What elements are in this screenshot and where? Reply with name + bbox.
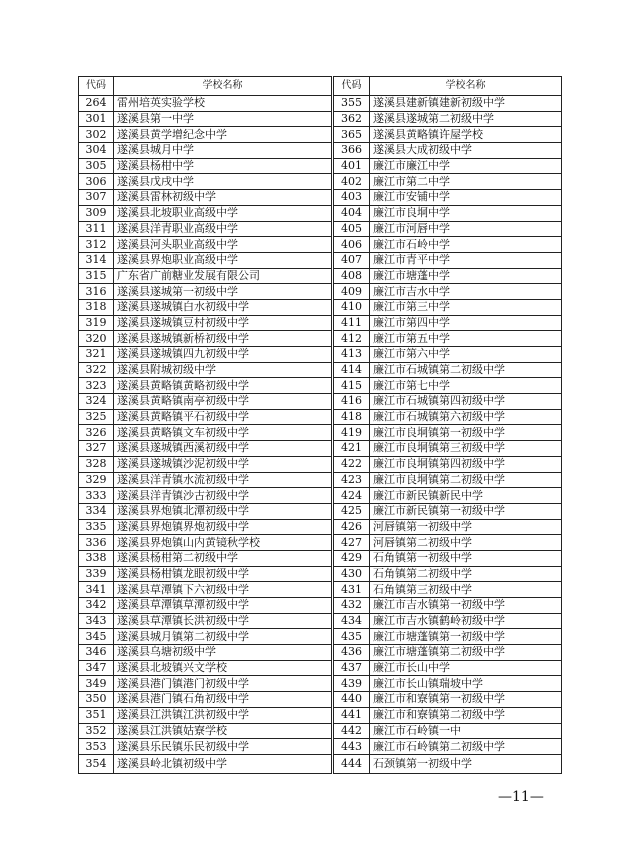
left-name-cell: 遂溪县北坡职业高级中学 xyxy=(114,205,332,221)
right-name-cell: 廉江市和寮镇第二初级中学 xyxy=(370,707,562,723)
right-name-cell: 廉江市良垌镇第三初级中学 xyxy=(370,441,562,457)
right-name-cell: 廉江市第四中学 xyxy=(370,315,562,331)
right-code-cell: 426 xyxy=(334,519,370,535)
table-row xyxy=(79,378,562,394)
left-name-cell: 遂溪县江洪镇江洪初级中学 xyxy=(114,707,332,723)
right-code-cell: 409 xyxy=(334,284,370,300)
right-name-cell: 廉江市第五中学 xyxy=(370,331,562,347)
right-name-cell: 廉江市新民镇新民中学 xyxy=(370,488,562,504)
right-code-cell: 362 xyxy=(334,111,370,127)
right-name-cell: 遂溪县大成初级中学 xyxy=(370,143,562,159)
right-code-cell: 423 xyxy=(334,472,370,488)
left-code-cell: 334 xyxy=(79,503,114,519)
left-name-cell: 遂溪县黄略镇南亭初级中学 xyxy=(114,394,332,410)
left-name-cell: 遂溪县岭北镇初级中学 xyxy=(114,754,332,773)
table-body xyxy=(79,96,562,774)
left-name-cell: 遂溪县洋青镇水流初级中学 xyxy=(114,472,332,488)
right-name-cell: 廉江市塘蓬中学 xyxy=(370,268,562,284)
left-name-cell: 遂溪县港门镇港门初级中学 xyxy=(114,676,332,692)
table-row xyxy=(79,723,562,739)
left-code-cell: 307 xyxy=(79,190,114,206)
right-code-cell: 415 xyxy=(334,378,370,394)
left-code-cell: 338 xyxy=(79,550,114,566)
right-code-cell: 422 xyxy=(334,456,370,472)
left-name-cell: 遂溪县杨柑中学 xyxy=(114,158,332,174)
left-code-cell: 345 xyxy=(79,629,114,645)
left-code-cell: 309 xyxy=(79,205,114,221)
left-code-cell: 351 xyxy=(79,707,114,723)
left-name-cell: 遂溪县河头职业高级中学 xyxy=(114,237,332,253)
right-code-cell: 436 xyxy=(334,645,370,661)
right-code-cell: 414 xyxy=(334,362,370,378)
table-row xyxy=(79,96,562,112)
right-name-cell: 河唇镇第一初级中学 xyxy=(370,519,562,535)
left-code-cell: 316 xyxy=(79,284,114,300)
right-name-cell: 廉江市石城镇第四初级中学 xyxy=(370,394,562,410)
left-code-cell: 301 xyxy=(79,111,114,127)
right-code-cell: 434 xyxy=(334,613,370,629)
page-number: —11— xyxy=(498,789,544,805)
left-name-cell: 遂溪县遂城镇新桥初级中学 xyxy=(114,331,332,347)
left-name-cell: 遂溪县草潭镇长洪初级中学 xyxy=(114,613,332,629)
right-name-cell: 廉江市吉水中学 xyxy=(370,284,562,300)
table-row xyxy=(79,221,562,237)
left-name-cell: 遂溪县界炮镇界炮初级中学 xyxy=(114,519,332,535)
right-name-cell: 廉江市塘蓬镇第一初级中学 xyxy=(370,629,562,645)
left-code-cell: 326 xyxy=(79,425,114,441)
right-code-cell: 365 xyxy=(334,127,370,143)
left-name-cell: 遂溪县雷林初级中学 xyxy=(114,190,332,206)
left-name-cell: 遂溪县城月镇第二初级中学 xyxy=(114,629,332,645)
table-row xyxy=(79,550,562,566)
table-row xyxy=(79,503,562,519)
table-row xyxy=(79,488,562,504)
right-name-cell: 廉江市青平中学 xyxy=(370,252,562,268)
left-code-cell: 341 xyxy=(79,582,114,598)
left-code-cell: 346 xyxy=(79,645,114,661)
right-code-cell: 408 xyxy=(334,268,370,284)
right-name-header: 学校名称 xyxy=(370,77,562,96)
right-name-cell: 廉江市第六中学 xyxy=(370,347,562,363)
left-name-cell: 遂溪县杨柑镇龙眼初级中学 xyxy=(114,566,332,582)
left-name-cell: 雷州培英实验学校 xyxy=(114,96,332,112)
right-name-cell: 石角镇第三初级中学 xyxy=(370,582,562,598)
right-name-cell: 廉江市第七中学 xyxy=(370,378,562,394)
right-code-cell: 402 xyxy=(334,174,370,190)
right-code-cell: 401 xyxy=(334,158,370,174)
right-name-cell: 廉江市塘蓬镇第二初级中学 xyxy=(370,645,562,661)
right-name-cell: 廉江市长山镇瑞坡中学 xyxy=(370,676,562,692)
table-row xyxy=(79,190,562,206)
table-row xyxy=(79,472,562,488)
left-name-cell: 遂溪县洋青职业高级中学 xyxy=(114,221,332,237)
left-name-cell: 遂溪县草潭镇下六初级中学 xyxy=(114,582,332,598)
left-name-cell: 遂溪县港门镇石角初级中学 xyxy=(114,692,332,708)
left-code-cell: 343 xyxy=(79,613,114,629)
left-code-cell: 264 xyxy=(79,96,114,112)
left-name-cell: 遂溪县遂城镇白水初级中学 xyxy=(114,299,332,315)
table-row xyxy=(79,268,562,284)
right-name-cell: 廉江市和寮镇第一初级中学 xyxy=(370,692,562,708)
right-name-cell: 廉江市长山中学 xyxy=(370,660,562,676)
left-code-cell: 324 xyxy=(79,394,114,410)
right-code-cell: 440 xyxy=(334,692,370,708)
left-code-cell: 305 xyxy=(79,158,114,174)
table-row xyxy=(79,754,562,773)
left-name-cell: 遂溪县界炮职业高级中学 xyxy=(114,252,332,268)
right-name-cell: 廉江市良垌中学 xyxy=(370,205,562,221)
right-code-cell: 432 xyxy=(334,598,370,614)
table-row xyxy=(79,252,562,268)
table-row xyxy=(79,645,562,661)
left-code-cell: 302 xyxy=(79,127,114,143)
right-name-cell: 廉江市吉水镇第一初级中学 xyxy=(370,598,562,614)
right-code-cell: 355 xyxy=(334,96,370,112)
table-row xyxy=(79,660,562,676)
left-name-cell: 遂溪县遂城镇沙泥初级中学 xyxy=(114,456,332,472)
left-code-cell: 339 xyxy=(79,566,114,582)
left-name-header: 学校名称 xyxy=(114,77,332,96)
table-row xyxy=(79,519,562,535)
table-row xyxy=(79,598,562,614)
left-code-cell: 325 xyxy=(79,409,114,425)
table-row xyxy=(79,535,562,551)
table-row xyxy=(79,205,562,221)
right-code-header: 代码 xyxy=(334,77,370,96)
table-row xyxy=(79,362,562,378)
table-row xyxy=(79,692,562,708)
left-code-cell: 329 xyxy=(79,472,114,488)
left-name-cell: 遂溪县遂城镇四九初级中学 xyxy=(114,347,332,363)
left-name-cell: 遂溪县遂城第一初级中学 xyxy=(114,284,332,300)
right-name-cell: 廉江市良垌镇第二初级中学 xyxy=(370,472,562,488)
left-name-cell: 遂溪县黄略镇黄略初级中学 xyxy=(114,378,332,394)
left-name-cell: 遂溪县黄略镇文车初级中学 xyxy=(114,425,332,441)
right-name-cell: 廉江市良垌镇第四初级中学 xyxy=(370,456,562,472)
right-code-cell: 406 xyxy=(334,237,370,253)
right-code-cell: 407 xyxy=(334,252,370,268)
right-code-cell: 413 xyxy=(334,347,370,363)
right-code-cell: 443 xyxy=(334,739,370,755)
right-code-cell: 424 xyxy=(334,488,370,504)
left-code-cell: 350 xyxy=(79,692,114,708)
right-code-cell: 441 xyxy=(334,707,370,723)
right-code-cell: 425 xyxy=(334,503,370,519)
right-name-cell: 河唇镇第二初级中学 xyxy=(370,535,562,551)
left-name-cell: 遂溪县城月中学 xyxy=(114,143,332,159)
table-row xyxy=(79,347,562,363)
left-name-cell: 遂溪县遂城镇西溪初级中学 xyxy=(114,441,332,457)
right-name-cell: 廉江市石岭镇第二初级中学 xyxy=(370,739,562,755)
right-name-cell: 廉江市石城镇第六初级中学 xyxy=(370,409,562,425)
right-code-cell: 430 xyxy=(334,566,370,582)
school-code-table xyxy=(78,76,562,774)
table-row xyxy=(79,613,562,629)
table-row xyxy=(79,394,562,410)
right-name-cell: 廉江市石岭镇一中 xyxy=(370,723,562,739)
table-row xyxy=(79,111,562,127)
right-name-cell: 廉江市第二中学 xyxy=(370,174,562,190)
left-code-cell: 333 xyxy=(79,488,114,504)
left-code-cell: 319 xyxy=(79,315,114,331)
right-code-cell: 405 xyxy=(334,221,370,237)
right-code-cell: 418 xyxy=(334,409,370,425)
left-name-cell: 遂溪县第一中学 xyxy=(114,111,332,127)
left-name-cell: 遂溪县戊戌中学 xyxy=(114,174,332,190)
left-code-cell: 327 xyxy=(79,441,114,457)
left-name-cell: 遂溪县洋青镇沙古初级中学 xyxy=(114,488,332,504)
table-row xyxy=(79,237,562,253)
left-code-cell: 312 xyxy=(79,237,114,253)
right-name-cell: 廉江市吉水镇鹤岭初级中学 xyxy=(370,613,562,629)
left-code-header: 代码 xyxy=(79,77,114,96)
right-code-cell: 439 xyxy=(334,676,370,692)
right-code-cell: 419 xyxy=(334,425,370,441)
left-name-cell: 遂溪县黄略镇平石初级中学 xyxy=(114,409,332,425)
left-name-cell: 遂溪县黄学增纪念中学 xyxy=(114,127,332,143)
right-name-cell: 遂溪县黄略镇许屋学校 xyxy=(370,127,562,143)
right-code-cell: 404 xyxy=(334,205,370,221)
right-code-cell: 421 xyxy=(334,441,370,457)
right-code-cell: 444 xyxy=(334,754,370,773)
table-row xyxy=(79,739,562,755)
table-row xyxy=(79,441,562,457)
left-name-cell: 遂溪县界炮镇山内黄镜秋学校 xyxy=(114,535,332,551)
table-row xyxy=(79,127,562,143)
table-row xyxy=(79,676,562,692)
table-row xyxy=(79,629,562,645)
table-row xyxy=(79,143,562,159)
table-row xyxy=(79,425,562,441)
right-code-cell: 435 xyxy=(334,629,370,645)
left-code-cell: 314 xyxy=(79,252,114,268)
table-row xyxy=(79,331,562,347)
right-name-cell: 廉江市河唇中学 xyxy=(370,221,562,237)
left-code-cell: 321 xyxy=(79,347,114,363)
right-code-cell: 416 xyxy=(334,394,370,410)
table-row xyxy=(79,158,562,174)
left-code-cell: 320 xyxy=(79,331,114,347)
right-name-cell: 廉江市石岭中学 xyxy=(370,237,562,253)
left-name-cell: 遂溪县乌塘初级中学 xyxy=(114,645,332,661)
right-name-cell: 廉江市廉江中学 xyxy=(370,158,562,174)
right-code-cell: 412 xyxy=(334,331,370,347)
right-code-cell: 431 xyxy=(334,582,370,598)
right-code-cell: 429 xyxy=(334,550,370,566)
table-row xyxy=(79,409,562,425)
table-row xyxy=(79,174,562,190)
left-name-cell: 遂溪县附城初级中学 xyxy=(114,362,332,378)
left-code-cell: 304 xyxy=(79,143,114,159)
left-name-cell: 遂溪县草潭镇草潭初级中学 xyxy=(114,598,332,614)
left-code-cell: 342 xyxy=(79,598,114,614)
right-name-cell: 石角镇第二初级中学 xyxy=(370,566,562,582)
table-row xyxy=(79,315,562,331)
left-code-cell: 352 xyxy=(79,723,114,739)
left-code-cell: 335 xyxy=(79,519,114,535)
right-code-cell: 366 xyxy=(334,143,370,159)
table-row xyxy=(79,284,562,300)
left-code-cell: 306 xyxy=(79,174,114,190)
left-code-cell: 322 xyxy=(79,362,114,378)
table-row xyxy=(79,707,562,723)
right-code-cell: 442 xyxy=(334,723,370,739)
left-code-cell: 318 xyxy=(79,299,114,315)
right-code-cell: 411 xyxy=(334,315,370,331)
left-code-cell: 349 xyxy=(79,676,114,692)
table-row xyxy=(79,582,562,598)
left-code-cell: 354 xyxy=(79,754,114,773)
right-name-cell: 遂溪县建新镇建新初级中学 xyxy=(370,96,562,112)
left-name-cell: 遂溪县界炮镇北潭初级中学 xyxy=(114,503,332,519)
left-code-cell: 336 xyxy=(79,535,114,551)
right-name-cell: 石颈镇第一初级中学 xyxy=(370,754,562,773)
right-name-cell: 廉江市安铺中学 xyxy=(370,190,562,206)
right-name-cell: 廉江市新民镇第一初级中学 xyxy=(370,503,562,519)
left-code-cell: 347 xyxy=(79,660,114,676)
right-name-cell: 廉江市第三中学 xyxy=(370,299,562,315)
table-row xyxy=(79,299,562,315)
left-name-cell: 遂溪县遂城镇豆村初级中学 xyxy=(114,315,332,331)
left-code-cell: 328 xyxy=(79,456,114,472)
table-row xyxy=(79,456,562,472)
table-row xyxy=(79,566,562,582)
right-name-cell: 廉江市良垌镇第一初级中学 xyxy=(370,425,562,441)
right-name-cell: 石角镇第一初级中学 xyxy=(370,550,562,566)
left-name-cell: 遂溪县乐民镇乐民初级中学 xyxy=(114,739,332,755)
left-code-cell: 353 xyxy=(79,739,114,755)
right-code-cell: 403 xyxy=(334,190,370,206)
right-code-cell: 437 xyxy=(334,660,370,676)
right-name-cell: 廉江市石城镇第二初级中学 xyxy=(370,362,562,378)
left-code-cell: 323 xyxy=(79,378,114,394)
table-header-row xyxy=(79,77,562,96)
left-name-cell: 遂溪县北坡镇兴文学校 xyxy=(114,660,332,676)
left-name-cell: 广东省广前糖业发展有限公司 xyxy=(114,268,332,284)
right-code-cell: 410 xyxy=(334,299,370,315)
right-code-cell: 427 xyxy=(334,535,370,551)
left-name-cell: 遂溪县杨柑第二初级中学 xyxy=(114,550,332,566)
left-code-cell: 311 xyxy=(79,221,114,237)
left-code-cell: 315 xyxy=(79,268,114,284)
right-name-cell: 遂溪县遂城第二初级中学 xyxy=(370,111,562,127)
left-name-cell: 遂溪县江洪镇姑寮学校 xyxy=(114,723,332,739)
